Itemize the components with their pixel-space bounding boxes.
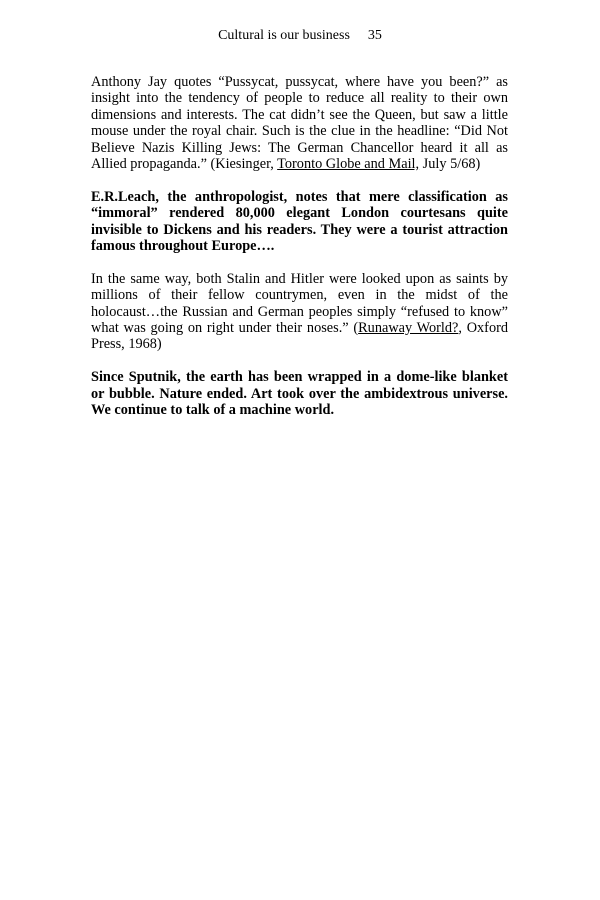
paragraph-text: Anthony Jay quotes “Pussycat, pussycat, where have you been?” as insight into the tendency of people to reduce all reality to their own dimensions and interests. The cat didn’t see the Queen, but saw a little mouse under the royal chair. Such is the clue in the headline: “Did Not Believe Nazis Killing Jews: The German Chancellor heard it all as Allied propaganda.” (Kiesinger, (91, 74, 508, 173)
paragraph-anthony-jay (91, 74, 508, 172)
paragraph-sputnik: Since Sputnik, the earth has been wrapped in a dome-like blanket or bubble. Nature ended. Art took over the ambidextrous universe. We continue to talk of a machine world. (91, 369, 508, 419)
running-header (0, 27, 600, 45)
citation-toronto-globe-and-mail: Toronto Globe and Mail, (277, 156, 420, 173)
page-number: 35 (367, 28, 382, 43)
citation-runaway-world: Runaway World? (358, 320, 459, 337)
body-text (91, 74, 508, 435)
paragraph-stalin-hitler (91, 271, 508, 353)
paragraph-text: July 5/68) (419, 156, 481, 173)
header-title: Cultural is our business (218, 28, 350, 43)
paragraph-text: In the same way, both Stalin and Hitler were looked upon as saints by millions of their fellow countrymen, even in the midst of the holocaust…the Russian and German peoples simply “refused to know” what was going on right under their noses.” ( (91, 270, 508, 337)
paragraph-leach: E.R.Leach, the anthropologist, notes that mere classification as “immoral” rendered 80,000 elegant London courtesans quite invisible to Dickens and his readers. They were a tourist attraction famous throughout Europe…. (91, 188, 508, 255)
paragraph-text: , Oxford Press, 1968) (91, 320, 508, 353)
